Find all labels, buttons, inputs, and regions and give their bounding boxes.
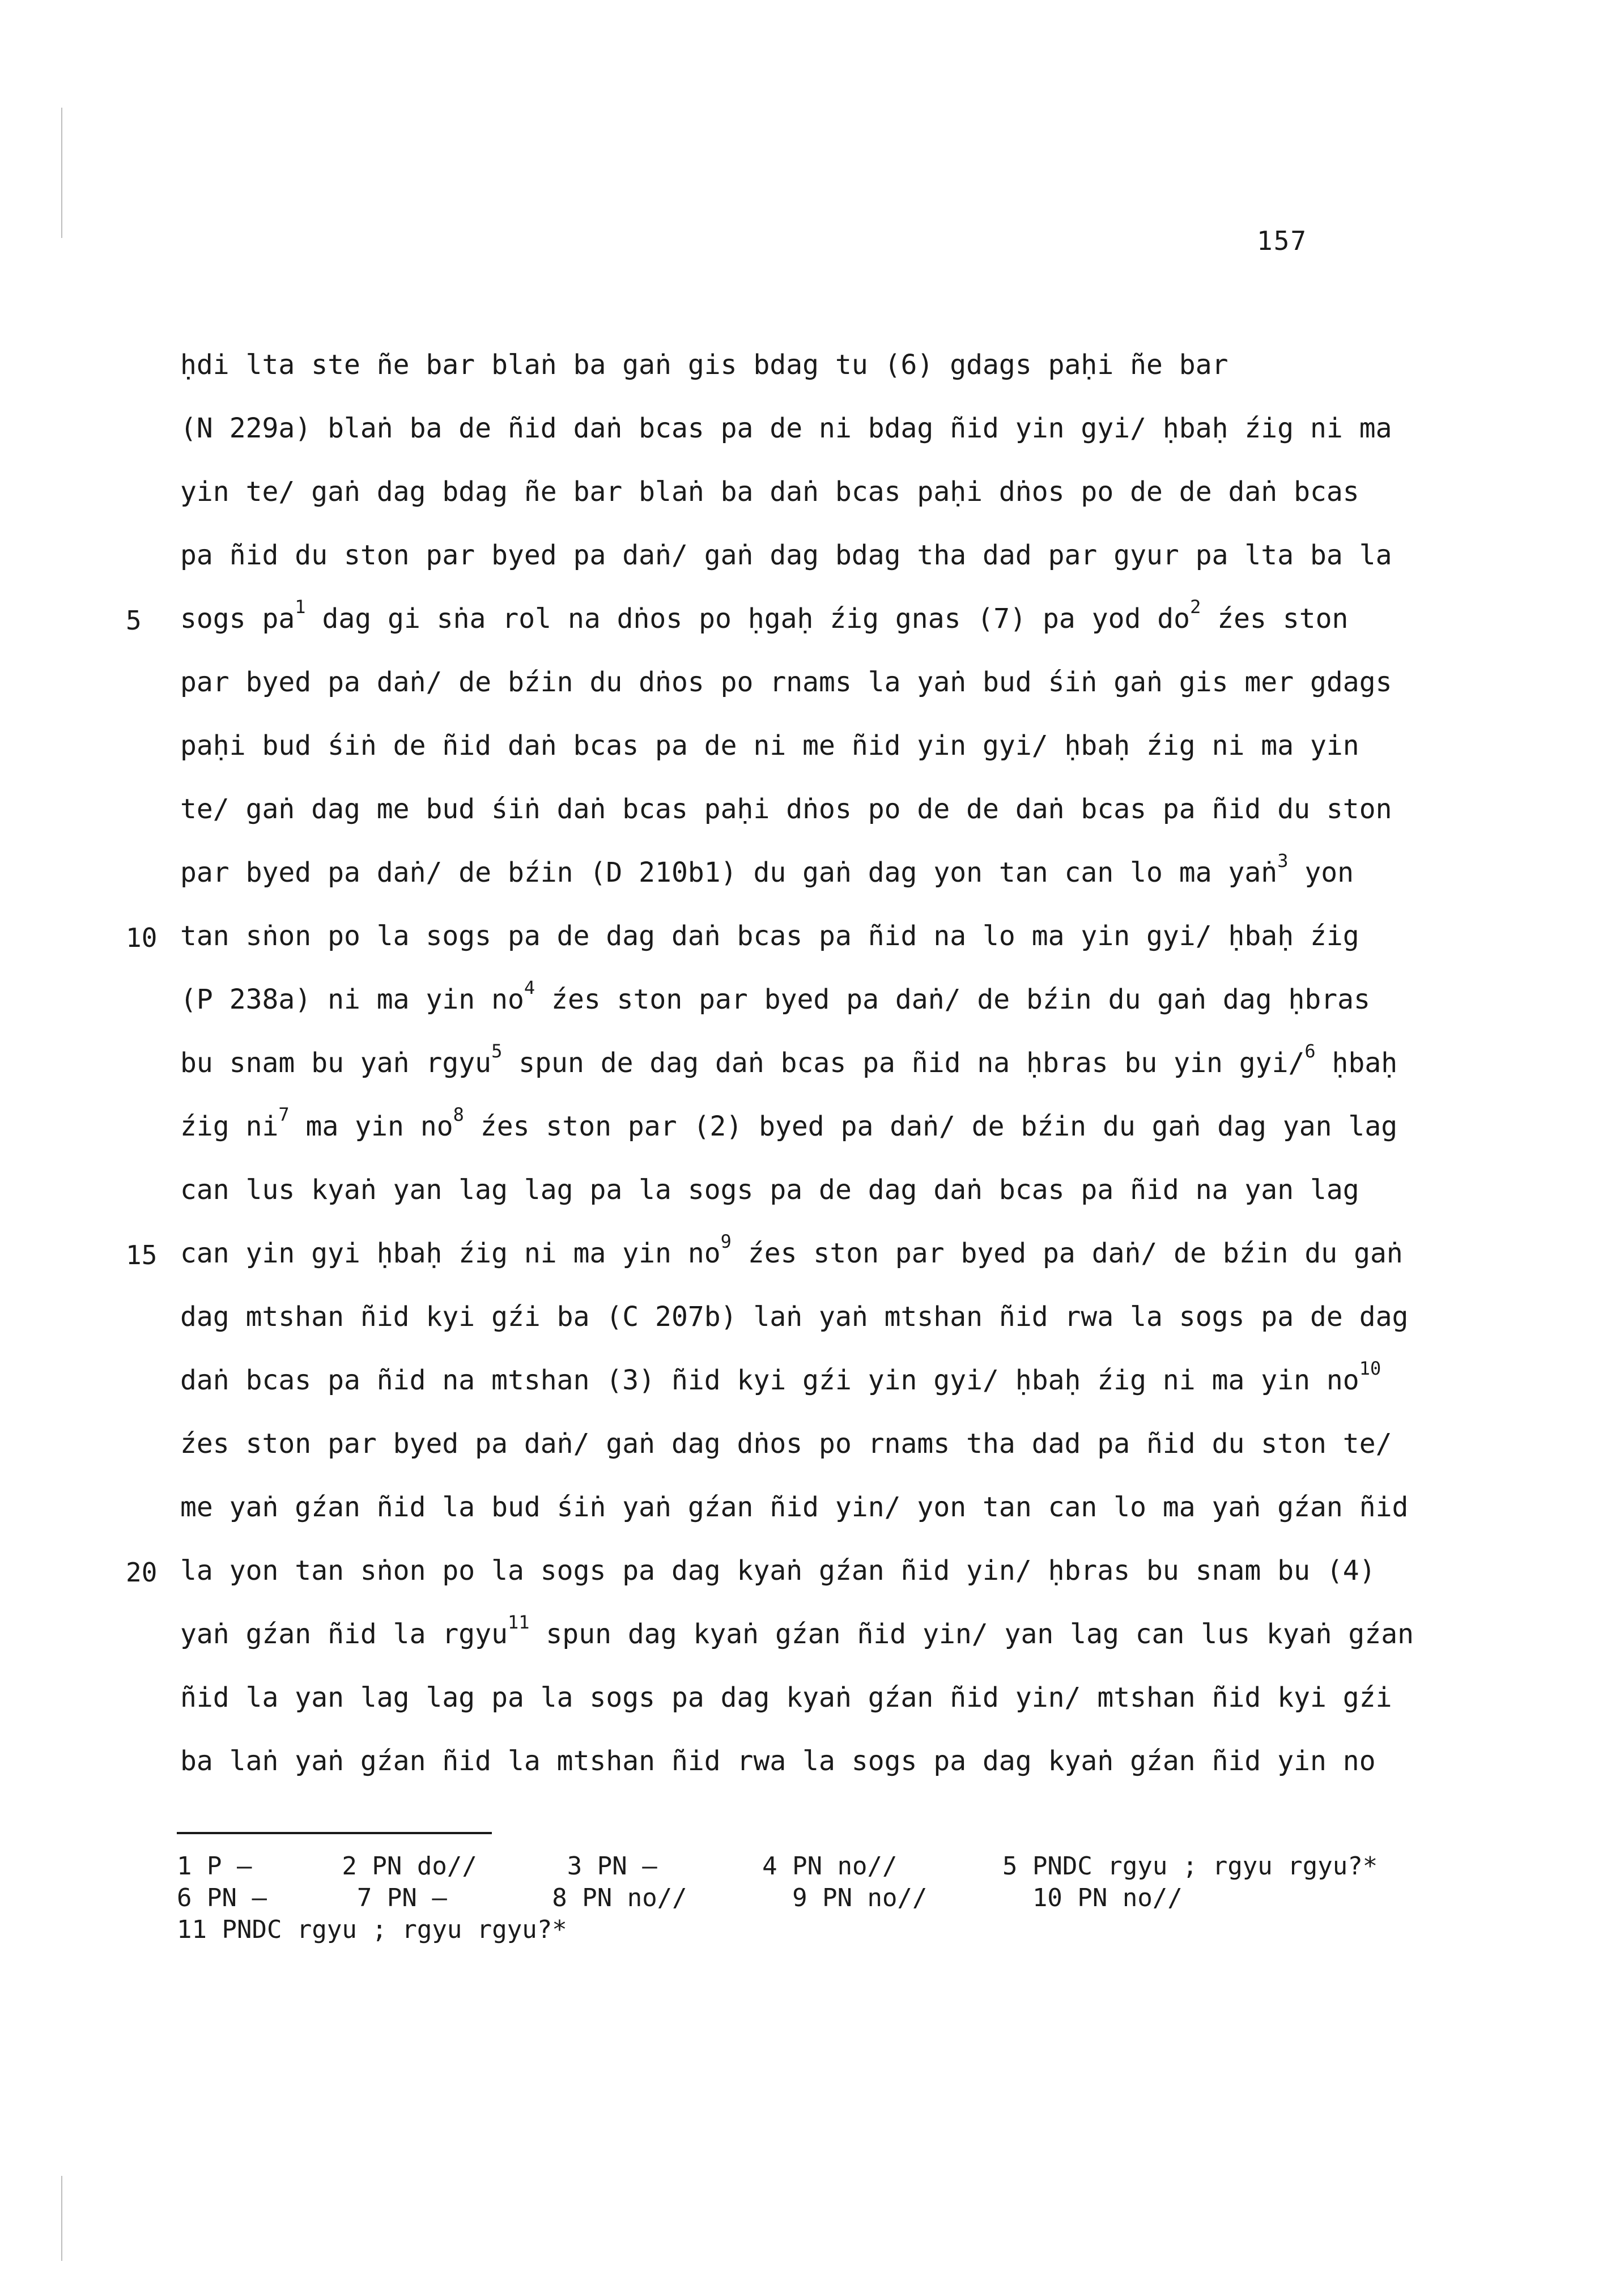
footnote-marker: 5 xyxy=(491,1040,503,1062)
text-run: ḥdi lta ste ñe bar blaṅ ba gaṅ gis bdag tu (6) gdags paḥi ñe bar xyxy=(180,349,1228,381)
text-run: źes ston par byed pa daṅ/ de bźin du gaṅ dag ḥbras xyxy=(535,984,1370,1015)
footnote-marker: 3 xyxy=(1277,850,1289,871)
text-run: can lus kyaṅ yan lag lag pa la sogs pa de dag daṅ bcas pa ñid na yan lag xyxy=(180,1174,1359,1206)
text-run: ma yin no xyxy=(289,1111,453,1142)
line-number: 20 xyxy=(126,1557,158,1588)
text-run: can yin gyi ḥbaḥ źig ni ma yin no xyxy=(180,1238,721,1269)
text-line xyxy=(180,1428,1392,1460)
text-line xyxy=(180,1231,1403,1269)
line-number: 15 xyxy=(126,1240,158,1270)
footnote-marker: 7 xyxy=(278,1104,290,1125)
text-run: dag mtshan ñid kyi gźi ba (C 207b) laṅ yaṅ mtshan ñid rwa la sogs pa de dag xyxy=(180,1301,1409,1333)
page-number: 157 xyxy=(1257,226,1308,256)
text-run: (P 238a) ni ma yin no xyxy=(180,984,524,1015)
text-run: te/ gaṅ dag me bud śiṅ daṅ bcas paḥi dṅos po de de daṅ bcas pa ñid du ston xyxy=(180,793,1392,825)
text-run: źes ston par byed pa daṅ/ de bźin du gaṅ xyxy=(731,1238,1403,1269)
text-line xyxy=(180,1040,1398,1079)
text-line xyxy=(180,730,1359,762)
text-run: pa ñid du ston par byed pa daṅ/ gaṅ dag bdag tha dad par gyur pa lta ba la xyxy=(180,539,1392,571)
text-run: la yon tan sṅon po la sogs pa dag kyaṅ gźan ñid yin/ ḥbras bu snam bu (4) xyxy=(180,1555,1376,1587)
footnote-marker: 4 xyxy=(524,977,535,998)
footnote-marker: 2 xyxy=(1190,596,1201,618)
text-line xyxy=(180,977,1370,1015)
text-line xyxy=(180,351,1228,379)
line-number: 5 xyxy=(126,605,142,636)
text-run: źes ston par (2) byed pa daṅ/ de bźin du gaṅ dag yan lag xyxy=(464,1111,1398,1142)
text-line xyxy=(180,922,1359,950)
text-run: spun dag kyaṅ gźan ñid yin/ yan lag can lus kyaṅ gźan xyxy=(529,1618,1414,1650)
footnote-line: 6 PN — 7 PN — 8 PN no// 9 PN no// 10 PN no// xyxy=(177,1883,1183,1912)
text-line xyxy=(180,1358,1381,1396)
text-run: par byed pa daṅ/ de bźin du dṅos po rnams la yaṅ bud śiṅ gaṅ gis mer gdags xyxy=(180,666,1392,698)
line-number: 10 xyxy=(126,922,158,953)
footnote-marker: 11 xyxy=(507,1612,530,1633)
text-line xyxy=(180,666,1392,698)
text-run: yon xyxy=(1288,857,1354,888)
text-run: paḥi bud śiṅ de ñid daṅ bcas pa de ni me ñid yin gyi/ ḥbaḥ źig ni ma yin xyxy=(180,730,1359,762)
text-run: tan sṅon po la sogs pa de dag daṅ bcas pa ñid na lo ma yin gyi/ ḥbaḥ źig xyxy=(180,920,1359,952)
text-run: daṅ bcas pa ñid na mtshan (3) ñid kyi gźi yin gyi/ ḥbaḥ źig ni ma yin no xyxy=(180,1364,1359,1396)
margin-scan-mark xyxy=(61,108,62,238)
text-run: yin te/ gaṅ dag bdag ñe bar blaṅ ba daṅ bcas paḥi dṅos po de de daṅ bcas xyxy=(180,476,1359,508)
text-run: ba laṅ yaṅ gźan ñid la mtshan ñid rwa la sogs pa dag kyaṅ gźan ñid yin no xyxy=(180,1745,1376,1777)
footnote-marker: 9 xyxy=(720,1231,732,1252)
text-line xyxy=(180,1176,1359,1204)
text-run: me yaṅ gźan ñid la bud śiṅ yaṅ gźan ñid yin/ yon tan can lo ma yaṅ gźan ñid xyxy=(180,1491,1409,1523)
text-run: bu snam bu yaṅ rgyu xyxy=(180,1047,492,1079)
text-run: dag gi sṅa rol na dṅos po ḥgaḥ źig gnas (7) pa yod do xyxy=(305,603,1191,635)
text-line xyxy=(180,1104,1398,1142)
text-line xyxy=(180,1491,1409,1523)
text-run: spun de dag daṅ bcas pa ñid na ḥbras bu yin gyi/ xyxy=(502,1047,1305,1079)
text-run: źig ni xyxy=(180,1111,279,1142)
text-line xyxy=(180,1555,1376,1587)
text-line xyxy=(180,1301,1409,1333)
text-run: ñid la yan lag lag pa la sogs pa dag kyaṅ gźan ñid yin/ mtshan ñid kyi gźi xyxy=(180,1682,1392,1714)
text-run: yaṅ gźan ñid la rgyu xyxy=(180,1618,508,1650)
text-line xyxy=(180,850,1354,888)
footnote-marker: 1 xyxy=(295,596,306,618)
text-run: źes ston xyxy=(1201,603,1349,635)
text-run: (N 229a) blaṅ ba de ñid daṅ bcas pa de ni bdag ñid yin gyi/ ḥbaḥ źig ni ma xyxy=(180,413,1392,444)
text-run: par byed pa daṅ/ de bźin (D 210b1) du gaṅ dag yon tan can lo ma yaṅ xyxy=(180,857,1278,888)
text-line xyxy=(180,793,1392,825)
text-line xyxy=(180,476,1359,508)
footnote-marker: 8 xyxy=(453,1104,464,1125)
footnote-line: 1 P — 2 PN do// 3 PN — 4 PN no// 5 PNDC rgyu ; rgyu rgyu?* xyxy=(177,1852,1378,1881)
text-line xyxy=(180,1612,1414,1650)
text-line xyxy=(180,415,1392,442)
text-line xyxy=(180,1682,1392,1714)
text-run: sogs pa xyxy=(180,603,295,635)
footnote-marker: 10 xyxy=(1359,1358,1381,1379)
text-line xyxy=(180,539,1392,571)
footnote-line: 11 PNDC rgyu ; rgyu rgyu?* xyxy=(177,1915,567,1944)
text-run: źes ston par byed pa daṅ/ gaṅ dag dṅos po rnams tha dad pa ñid du ston te/ xyxy=(180,1428,1392,1460)
footnote-rule xyxy=(177,1832,492,1834)
text-line xyxy=(180,1747,1376,1775)
footnote-marker: 6 xyxy=(1304,1040,1316,1062)
text-run: ḥbaḥ xyxy=(1315,1047,1398,1079)
margin-scan-mark xyxy=(61,2176,62,2261)
text-line xyxy=(180,596,1349,635)
